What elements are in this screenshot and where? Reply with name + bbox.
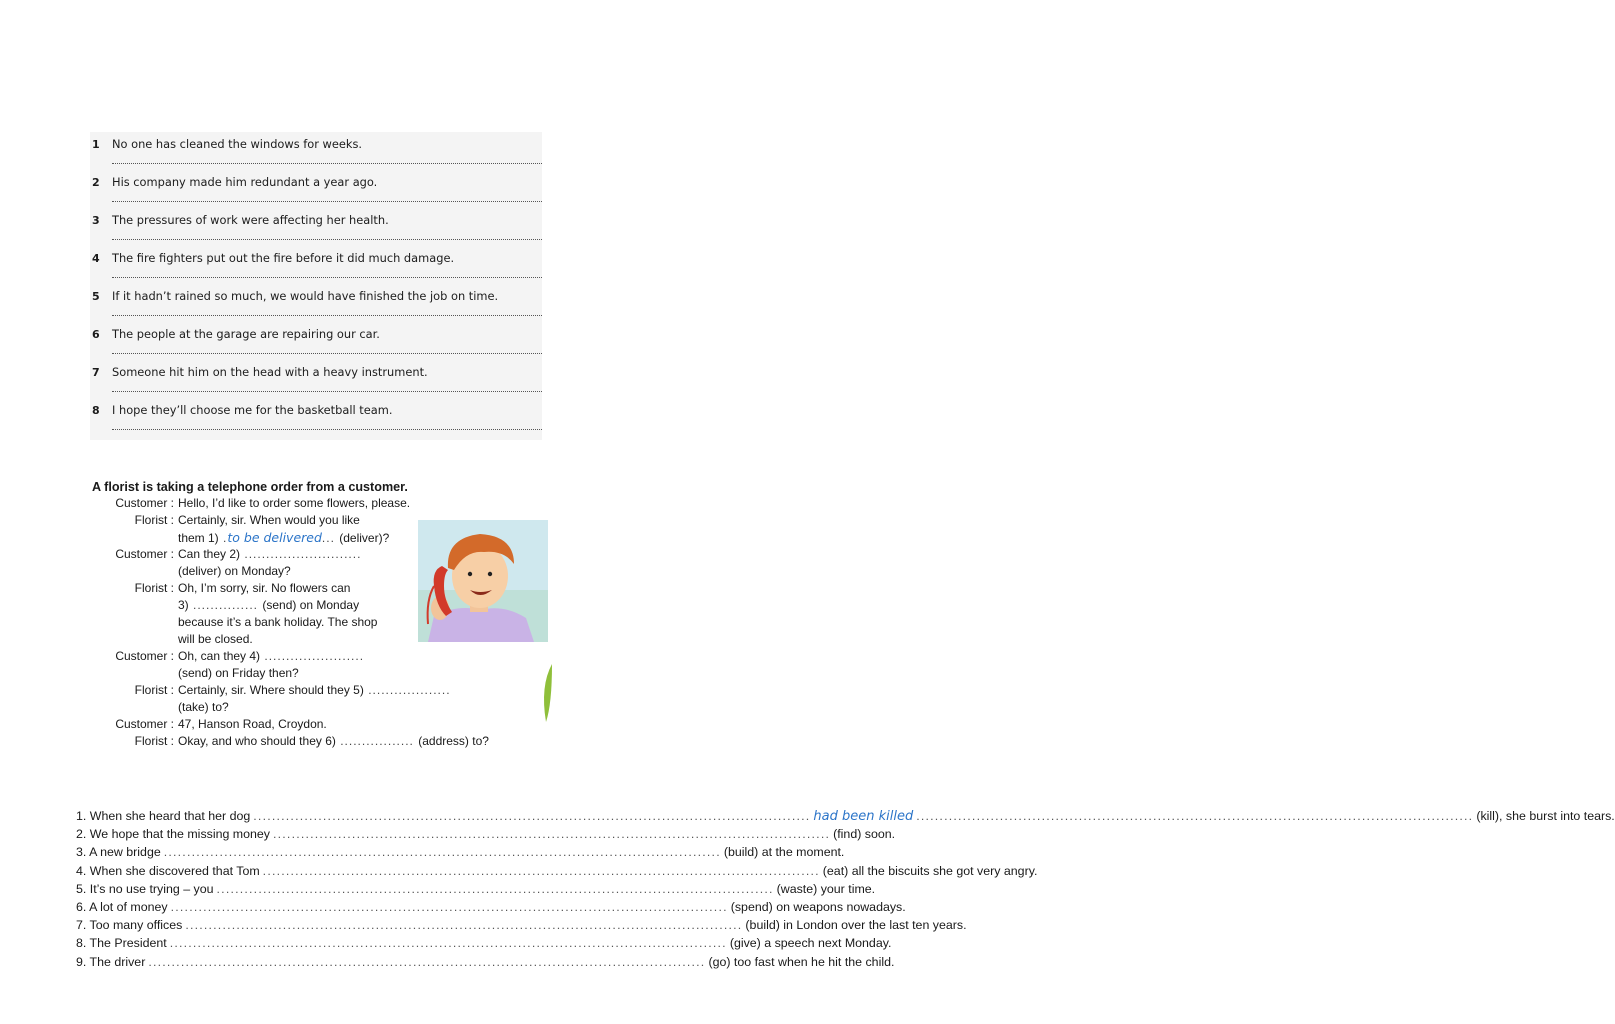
speaker-label: Customer : — [115, 649, 174, 663]
item-sentence: The fire fighters put out the fire before it did much damage. — [112, 251, 455, 265]
dialogue-line — [0, 666, 768, 683]
dialogue-text — [178, 581, 350, 595]
dialogue-line — [0, 581, 768, 598]
dialogue-fragment: (send) on Friday then? — [178, 666, 299, 680]
dialogue-line — [0, 734, 768, 751]
item-sentence-end: (build) in London over the last ten years. — [745, 918, 967, 933]
dialogue-line — [0, 598, 768, 615]
dialogue-text — [178, 700, 229, 714]
dialogue-text — [178, 632, 253, 646]
dialogue-fragment: Oh, I’m sorry, sir. No flowers can — [178, 581, 351, 595]
dialogue-text — [178, 547, 361, 561]
dialogue-fragment: because it’s a bank holiday. The shop — [178, 615, 378, 629]
dialogue-fragment: Oh, can they 4) — [178, 649, 261, 663]
item-number: 7 — [92, 366, 100, 379]
dialogue-text — [178, 734, 489, 748]
blank-dots[interactable]: ................. — [335, 734, 419, 748]
dialogue-text — [178, 649, 364, 663]
answer-line[interactable] — [112, 163, 542, 164]
item-number: 6 — [92, 328, 100, 341]
exercise-3-item — [76, 954, 895, 973]
blank-dots[interactable]: ........................................................................................................................ — [253, 809, 811, 823]
dialogue-fragment: (deliver) on Monday? — [178, 564, 291, 578]
blank-dots[interactable]: ........................................................................................................................ — [262, 863, 820, 878]
exercise-1-item — [90, 208, 542, 246]
blank-dots[interactable]: . — [218, 531, 228, 545]
dialogue-title: A florist is taking a telephone order from a customer. — [92, 480, 408, 494]
blank-dots[interactable]: ........................................................................................................................ — [170, 900, 728, 914]
answer-line[interactable] — [112, 315, 542, 316]
dialogue-line — [0, 496, 768, 513]
exercise-1-panel — [90, 132, 542, 440]
dialogue-line — [0, 649, 768, 666]
man-on-phone-illustration — [418, 520, 548, 642]
dialogue-line — [0, 530, 768, 547]
speaker-label: Customer : — [115, 717, 174, 731]
exercise-1-item — [90, 360, 542, 398]
dialogue-line — [0, 615, 768, 632]
item-sentence-start: 1. When she heard that her dog — [76, 809, 251, 823]
dialogue-line — [0, 564, 768, 581]
item-number: 3 — [92, 214, 100, 227]
dialogue-text — [178, 666, 299, 680]
filled-answer: had been killed — [813, 809, 914, 824]
exercise-3-item — [76, 827, 896, 845]
item-sentence: I hope they’ll choose me for the basketball team. — [112, 403, 393, 417]
item-sentence-end: (give) a speech next Monday. — [729, 936, 892, 951]
item-sentence-start: 9. The driver — [76, 954, 146, 969]
item-sentence-start: 4. When she discovered that Tom — [76, 863, 260, 878]
dialogue-fragment: will be closed. — [178, 632, 253, 646]
speaker-label: Customer : — [115, 496, 174, 510]
item-sentence-end: (eat) all the biscuits she got very angry. — [822, 863, 1038, 878]
exercise-3-item — [76, 918, 967, 936]
item-sentence: No one has cleaned the windows for weeks. — [112, 137, 363, 151]
exercise-3-item — [76, 936, 892, 954]
blank-dots[interactable]: ....................... — [260, 649, 365, 663]
dialogue-line — [0, 700, 768, 717]
answer-line[interactable] — [112, 353, 542, 354]
item-sentence-end: (find) soon. — [833, 827, 896, 842]
exercise-3-item — [76, 845, 845, 863]
dialogue-text — [178, 564, 291, 578]
item-sentence-start: 7. Too many offices — [76, 918, 183, 933]
dialogue-text — [178, 598, 359, 612]
item-sentence-start: 8. The President — [76, 936, 167, 951]
item-sentence-end: (go) too fast when he hit the child. — [708, 954, 895, 969]
item-sentence: Someone hit him on the head with a heavy instrument. — [112, 365, 428, 379]
item-number: 5 — [92, 290, 100, 303]
exercise-3-item — [76, 900, 906, 918]
item-sentence: The pressures of work were affecting her health. — [112, 213, 389, 227]
exercise-1-item — [90, 132, 542, 170]
dialogue-fragment: Okay, and who should they 6) — [178, 734, 336, 748]
exercise-1-item — [90, 322, 542, 360]
blank-dots[interactable]: ........................................................................................................................ — [163, 845, 721, 860]
blank-dots[interactable]: ... — [321, 531, 340, 545]
answer-line[interactable] — [112, 429, 542, 430]
speaker-label: Florist : — [134, 513, 174, 527]
answer-line[interactable] — [112, 201, 542, 202]
item-sentence: The people at the garage are repairing our car. — [112, 327, 380, 341]
dialogue-line — [0, 632, 768, 649]
filled-answer: to be delivered — [227, 530, 322, 545]
answer-line[interactable] — [112, 391, 542, 392]
answer-line[interactable] — [112, 277, 542, 278]
dialogue-fragment: (send) on Monday — [262, 598, 360, 612]
dialogue-text — [178, 513, 360, 527]
item-number: 8 — [92, 404, 100, 417]
dialogue-fragment: Certainly, sir. Where should they 5) — [178, 683, 364, 697]
blank-dots[interactable]: ................... — [363, 683, 451, 697]
speaker-label: Florist : — [134, 581, 174, 595]
exercise-1-item — [90, 284, 542, 322]
dialogue-text — [178, 496, 410, 510]
blank-dots[interactable]: ........................................................................................................................ — [169, 936, 727, 951]
blank-dots[interactable]: ........................................................................................................................ — [916, 809, 1474, 823]
dialogue-fragment: 3) — [178, 598, 189, 612]
speaker-label: Florist : — [134, 734, 174, 748]
item-sentence-start: 3. A new bridge — [76, 845, 161, 860]
item-number: 2 — [92, 176, 100, 189]
item-sentence-end: (spend) on weapons nowadays. — [730, 900, 906, 914]
dialogue-text — [178, 683, 451, 697]
speaker-label: Florist : — [134, 683, 174, 697]
exercise-1-item — [90, 246, 542, 284]
exercise-3-item — [76, 863, 1038, 882]
item-sentence: If it hadn’t rained so much, we would have finished the job on time. — [112, 289, 499, 303]
dialogue-fragment: Hello, I’d like to order some flowers, please. — [178, 496, 411, 510]
exercise-1-item — [90, 398, 542, 436]
dialogue-line — [0, 547, 768, 564]
dialogue-line — [0, 683, 768, 700]
dialogue-fragment: (take) to? — [178, 700, 229, 714]
item-number: 4 — [92, 252, 100, 265]
dialogue-fragment: Certainly, sir. When would you like — [178, 513, 360, 527]
dialogue-text — [178, 530, 389, 545]
dialogue-fragment: Can they 2) — [178, 547, 241, 561]
speaker-label: Customer : — [115, 547, 174, 561]
blank-dots[interactable]: ........................................................................................................................ — [216, 881, 774, 896]
item-sentence-start: 2. We hope that the missing money — [76, 827, 270, 842]
exercise-3-item — [76, 881, 876, 900]
item-sentence-end: (waste) your time. — [776, 881, 876, 896]
dialogue-text — [178, 717, 327, 731]
blank-dots[interactable]: ........................................................................................................................ — [185, 918, 743, 933]
leaf-decoration — [538, 664, 552, 722]
item-sentence-start: 5. It’s no use trying – you — [76, 881, 214, 896]
blank-dots[interactable]: ............... — [188, 598, 263, 612]
item-sentence-start: 6. A lot of money — [76, 900, 168, 914]
blank-dots[interactable]: ........................... — [240, 547, 362, 561]
dialogue-text — [178, 615, 377, 629]
blank-dots[interactable]: ........................................................................................................................ — [273, 827, 831, 842]
item-sentence-end: (build) at the moment. — [723, 845, 845, 860]
item-sentence-end: (kill), she burst into tears. — [1476, 809, 1615, 823]
dialogue-fragment: 47, Hanson Road, Croydon. — [178, 717, 327, 731]
blank-dots[interactable]: ........................................................................................................................ — [148, 954, 706, 969]
dialogue-fragment: (address) to? — [418, 734, 489, 748]
dialogue-fragment: (deliver)? — [339, 531, 390, 545]
item-number: 1 — [92, 138, 100, 151]
dialogue-line — [0, 513, 768, 530]
exercise-3-item — [76, 809, 1615, 827]
dialogue-fragment: them 1) — [178, 531, 219, 545]
exercise-1-item — [90, 170, 542, 208]
item-sentence: His company made him redundant a year ago. — [112, 175, 378, 189]
dialogue-line — [0, 717, 768, 734]
answer-line[interactable] — [112, 239, 542, 240]
